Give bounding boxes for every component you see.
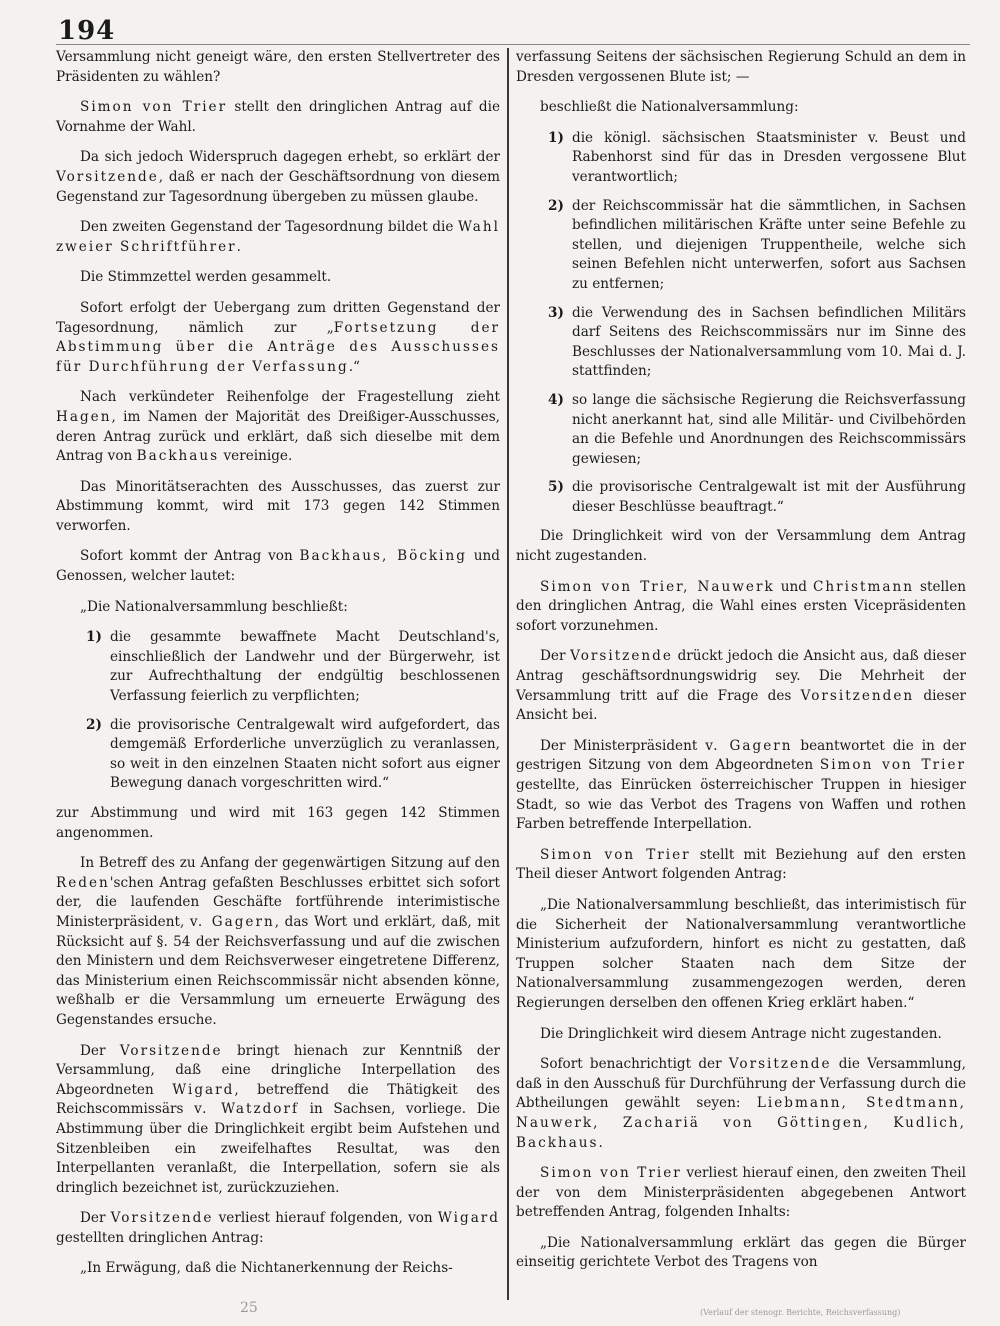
paragraph: Der Vorsitzende drückt jedoch die Ansicht aus, daß dieser Antrag geschäftsordnungswidrig sey. Die Mehrheit der Versammlung tritt auf die Frage des Vorsitzenden dieser Ansicht bei. <box>516 648 966 724</box>
page-number: 194 <box>58 16 116 46</box>
speaker-name: Vorsitzende <box>728 1056 832 1073</box>
paragraph: Sofort kommt der Antrag von Backhaus, Böcking und Genossen, welcher lautet: <box>56 548 500 585</box>
list-item: 2) die provisorische Centralgewalt wird aufgefordert, das demgemäß Erforderliche unverzüglich zu veranlassen, so weit in den einzelnen Staaten nicht sofort aus eigner Bewegung danach vorgeschritten wird.“ <box>86 716 500 792</box>
speaker-name: Vorsitzende <box>110 1210 214 1227</box>
speaker-name: Simon von Trier <box>80 99 228 116</box>
speaker-name: Vorsitzende <box>56 168 159 185</box>
paragraph: Der Vorsitzende verliest hierauf folgenden, von Wigard gestellten dringlichen Antrag: <box>56 1210 500 1246</box>
speaker-name: Reden <box>56 874 110 891</box>
paragraph: Den zweiten Gegenstand der Tagesordnung bildet die Wahl zweier Schriftführer. <box>56 219 500 255</box>
paragraph: Nach verkündeter Reihenfolge der Fragestellung zieht Hagen, im Namen der Majorität des Dreißiger-Ausschusses, deren Antrag zurück und erklärt, daß sich dieselbe mit dem Antrag von Backhaus vereinige. <box>56 389 500 465</box>
paragraph: Sofort erfolgt der Uebergang zum dritten Gegenstand der Tagesordnung, nämlich zur „Fortsetzung der Abstimmung über die Anträge des Ausschusses für Durchführung der Verfassung.“ <box>56 299 500 375</box>
speaker-name: Simon von Trier <box>540 1165 682 1182</box>
paragraph: Das Minoritätserachten des Ausschusses, das zuerst zur Abstimmung kommt, wird mit 173 gegen 142 Stimmen verworfen. <box>56 478 500 534</box>
paragraph: „Die Nationalversammlung erklärt das gegen die Bürger einseitig gerichtete Verbot des Tragens von <box>516 1234 966 1271</box>
list-item: 2) der Reichscommissär hat die sämmtlichen, in Sachsen befindlichen militärischen Kräfte unter seine Befehle zu stellen, und diejenigen Truppentheile, welche sich seinen Befehlen nicht unterwerfen, sofort aus Sachsen zu entfernen; <box>548 197 966 292</box>
speaker-name: Simon von Trier <box>819 757 966 774</box>
speaker-name: Vorsitzenden <box>800 687 915 704</box>
speaker-name: Wigard <box>437 1210 500 1227</box>
speaker-name: Hagen <box>56 408 112 425</box>
speaker-name: Backhaus <box>136 448 220 465</box>
paragraph: Die Dringlichkeit wird von der Versammlung dem Antrag nicht zugestanden. <box>516 528 966 565</box>
speaker-name: Wigard <box>172 1081 235 1098</box>
column-divider <box>507 48 509 1300</box>
speaker-name: Simon von Trier, Nauwerk <box>540 578 775 595</box>
paragraph: Der Ministerpräsident v. Gagern beantwortet die in der gestrigen Sitzung von dem Abgeordneten Simon von Trier gestellte, das Einrücken österreichischer Truppen in hiesiger Stadt, so wie das Verbot des Tragens von Waffen und rothen Farben betreffende Interpellation. <box>516 737 967 833</box>
left-column <box>56 48 500 1290</box>
paragraph: Da sich jedoch Widerspruch dagegen erhebt, so erklärt der Vorsitzende, daß er nach der Geschäftsordnung von diesem Gegenstand zur Tagesordnung übergeben zu müssen glaube. <box>56 149 500 205</box>
speaker-name: v. Gagern <box>189 913 275 930</box>
motion-list <box>516 129 966 518</box>
printer-note: (Verlauf der stenogr. Berichte, Reichsverfassung) <box>700 1308 901 1317</box>
emphasis: Fortsetzung der Abstimmung über die Anträge des Ausschusses für Durchführung der Verfassung <box>56 319 500 375</box>
list-item: 5) die provisorische Centralgewalt ist mit der Ausführung dieser Beschlüsse beauftragt.“ <box>548 479 966 515</box>
list-item: 1) die königl. sächsischen Staatsminister v. Beust und Rabenhorst sind für das in Dresden vergossene Blut verantwortlich; <box>548 129 966 185</box>
header-rule <box>56 44 970 45</box>
footer-mark: 25 <box>240 1300 258 1316</box>
speaker-name: v. Watzdorf <box>194 1101 300 1118</box>
paragraph: Simon von Trier verliest hierauf einen, den zweiten Theil der von dem Ministerpräsidenten abgegebenen Antwort betreffenden Antrag, folgenden Inhalts: <box>516 1165 966 1221</box>
paragraph: zur Abstimmung und wird mit 163 gegen 142 Stimmen angenommen. <box>56 805 500 841</box>
paragraph: Versammlung nicht geneigt wäre, den ersten Stellvertreter des Präsidenten zu wählen? <box>56 49 500 85</box>
paragraph: Die Stimmzettel werden gesammelt. <box>80 269 332 286</box>
speaker-name: Vorsitzende <box>570 648 673 665</box>
paragraph: Sofort benachrichtigt der Vorsitzende die Versammlung, daß in den Ausschuß für Durchführung der Verfassung durch die Abtheilungen gewählt seyen: Liebmann, Stedtmann, Nauwerk, Zachariä von Göttingen, Kudlich, Backhaus. <box>516 1056 966 1151</box>
paragraph: „Die Nationalversammlung beschließt, das interimistisch für die Sicherheit der Nationalversammlung verantwortliche Ministerium aufzufordern, hinfort es nicht zu gestatten, daß Truppen solcher Staaten nach dem Sitze der Nationalversammlung zusammengezogen werden, deren Regierungen derselben den offenen Krieg erklärt haben.“ <box>516 896 966 1011</box>
speaker-name: Christmann <box>813 578 914 595</box>
paragraph: Die Dringlichkeit wird diesem Antrage nicht zugestanden. <box>540 1025 942 1042</box>
paragraph: In Betreff des zu Anfang der gegenwärtigen Sitzung auf den Reden'schen Antrag gefaßten Beschlusses erbittet sich sofort der, die laufenden Geschäfte fortführende interimistische Ministerpräsident, v. Gagern, das Wort und erklärt, daß, mit Rücksicht auf §. 54 der Reichsverfassung und auf die zwischen den Ministern und dem Reichsverweser eingetretene Differenz, das Ministerium einen Reichscommissär nicht absenden könne, weßhalb er die Versammlung um erneuerte Erwägung des Gegenstandes ersuche. <box>56 855 500 1028</box>
paragraph: verfassung Seitens der sächsischen Regierung Schuld an dem in Dresden vergossenen Blute ist; — <box>516 49 966 85</box>
paragraph: Simon von Trier stellt mit Beziehung auf den ersten Theil dieser Antwort folgenden Antrag: <box>516 846 966 883</box>
list-item: 4) so lange die sächsische Regierung die Reichsverfassung nicht anerkannt hat, sind alle Militär- und Civilbehörden an die Befehle und Anordnungen des Reichscommissärs gewiesen; <box>548 391 966 467</box>
paragraph: Simon von Trier stellt den dringlichen Antrag auf die Vornahme der Wahl. <box>56 99 500 135</box>
motion-list <box>56 628 500 794</box>
paragraph: „In Erwägung, daß die Nichtanerkennung der Reichs- <box>80 1260 453 1277</box>
paragraph: beschließt die Nationalversammlung: <box>540 99 799 116</box>
paragraph: „Die Nationalversammlung beschließt: <box>80 598 348 615</box>
right-column <box>516 48 966 1284</box>
paragraph: Der Vorsitzende bringt hienach zur Kenntniß der Versammlung, daß eine dringliche Interpellation des Abgeordneten Wigard, betreffend die Thätigkeit des Reichscommissärs v. Watzdorf in Sachsen, vorliege. Die Abstimmung über die Dringlichkeit ergibt beim Aufstehen und Sitzenbleiben ein zweifelhaftes Resultat, was den Interpellanten veranlaßt, die Interpellation, sofern sie als dringlich bezeichnet ist, zurückzuziehen. <box>56 1042 500 1196</box>
list-item: 1) die gesammte bewaffnete Macht Deutschland's, einschließlich der Landwehr und der Bürgerwehr, ist zur Aufrechthaltung der endgültig beschlossenen Verfassung feierlich zu verpflichten; <box>86 629 500 705</box>
speaker-name: Vorsitzende <box>119 1042 223 1059</box>
emphasis: Wahl zweier Schriftführer <box>56 219 500 255</box>
speaker-name: Simon von Trier <box>540 846 691 863</box>
member-names: Liebmann, Stedtmann, Nauwerk, Zachariä von Göttingen, Kudlich, Backhaus <box>516 1095 966 1151</box>
paragraph: Simon von Trier, Nauwerk und Christmann stellen den dringlichen Antrag, die Wahl eines ersten Vicepräsidenten sofort vorzunehmen. <box>516 578 966 634</box>
speaker-name: v. Gagern <box>705 737 793 754</box>
speaker-name: Backhaus, Böcking <box>299 548 467 565</box>
list-item: 3) die Verwendung des in Sachsen befindlichen Militärs darf Seitens des Reichscommissärs nur im Sinne des Beschlusses der Nationalversammlung vom 10. Mai d. J. stattfinden; <box>548 304 966 380</box>
